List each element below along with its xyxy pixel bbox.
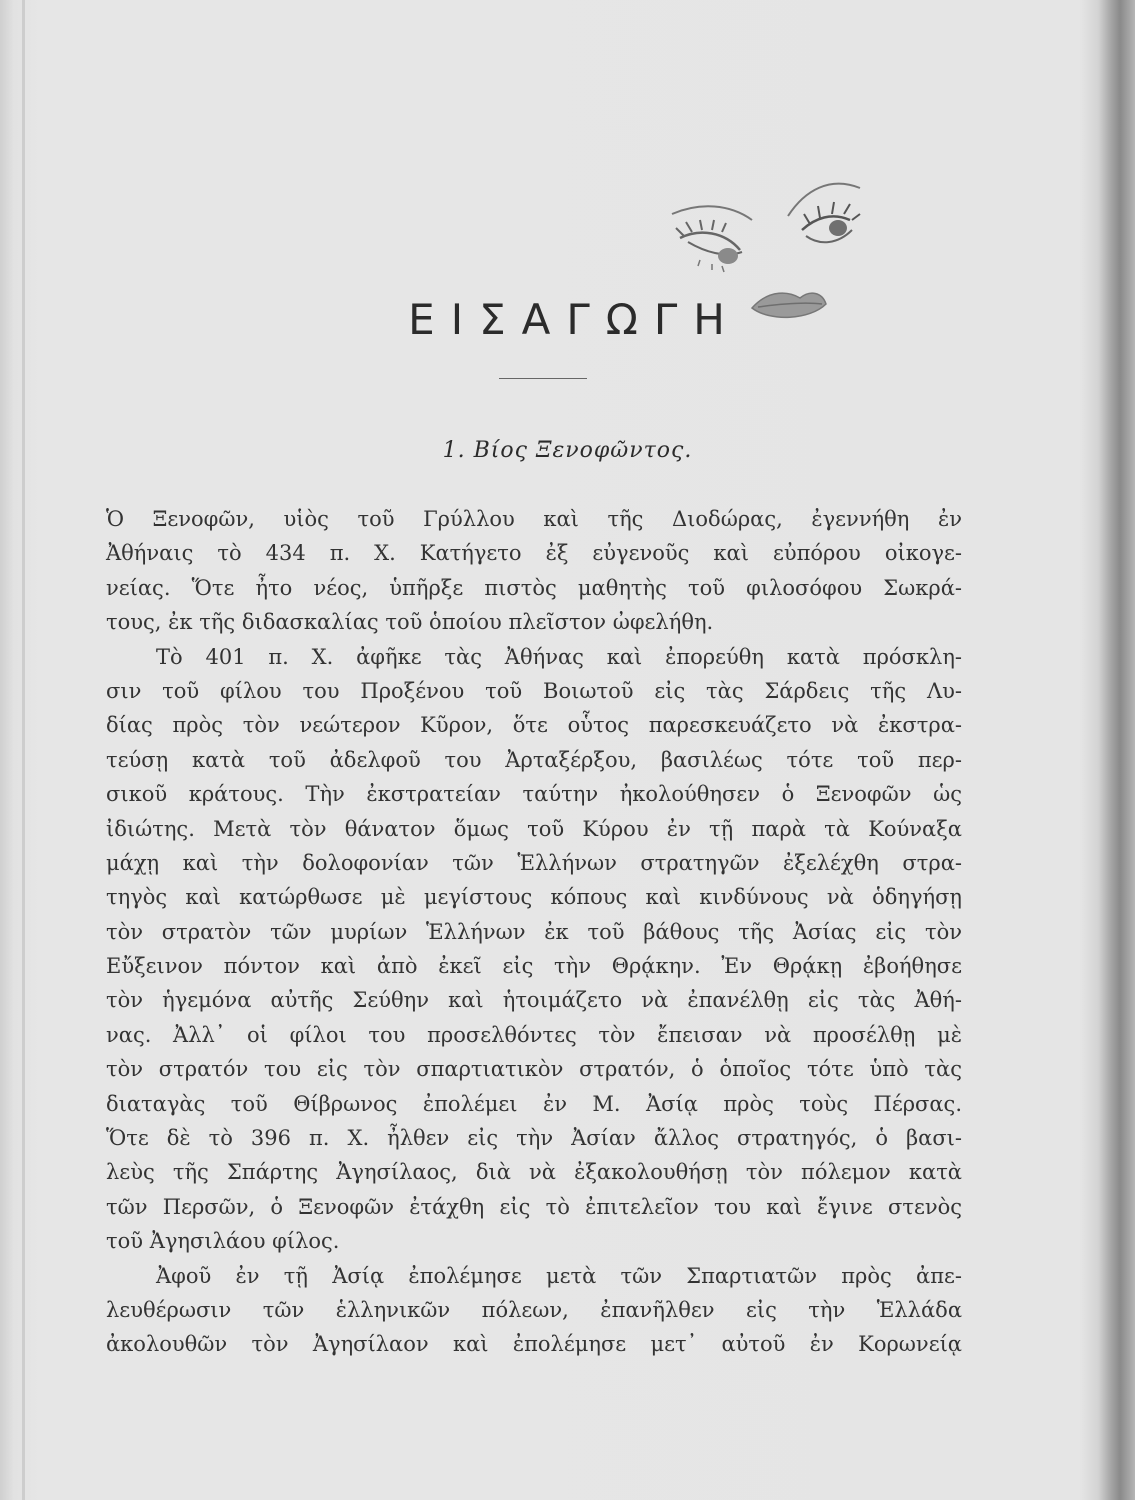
text-line: τὸν στρατόν του εἰς τὸν σπαρτιατικὸν στρατόν, ὁ ὁποῖος τότε ὑπὸ τὰς bbox=[106, 1057, 962, 1082]
text-line: διαταγὰς τοῦ Θίβρωνος ἐπολέμει ἐν Μ. Ἀσίᾳ πρὸς τοὺς Πέρσας. bbox=[106, 1091, 962, 1116]
text-line: τῶν Περσῶν, ὁ Ξενοφῶν ἐτάχθη εἰς τὸ ἐπιτελεῖον του καὶ ἔγινε στενὸς bbox=[106, 1194, 962, 1219]
chapter-title: ΕΙΣΑΓΩΓΗ bbox=[408, 295, 741, 344]
text-line: λευθέρωσιν τῶν ἑλληνικῶν πόλεων, ἐπανῆλθεν εἰς τὴν Ἑλλάδα bbox=[106, 1297, 962, 1322]
text-line: τοῦ Ἀγησιλάου φίλος. bbox=[106, 1229, 340, 1254]
text-line: τεύσῃ κατὰ τοῦ ἀδελφοῦ του Ἀρταξέρξου, βασιλέως τότε τοῦ περ- bbox=[106, 747, 962, 772]
text-line: Ὁ Ξενοφῶν, υἱὸς τοῦ Γρύλλου καὶ τῆς Διοδώρας, ἐγεννήθη ἐν bbox=[106, 507, 962, 531]
text-line: Τὸ 401 π. Χ. ἀφῆκε τὰς Ἀθήνας καὶ ἐπορεύθη κατὰ πρόσκλη- bbox=[156, 644, 962, 669]
text-line: μάχῃ καὶ τὴν δολοφονίαν τῶν Ἑλλήνων στρατηγῶν ἐξελέχθη στρα- bbox=[106, 850, 962, 875]
text-line: τὸν στρατὸν τῶν μυρίων Ἑλλήνων ἐκ τοῦ βάθους τῆς Ἀσίας εἰς τὸν bbox=[106, 919, 962, 944]
text-line: νείας. Ὅτε ἦτο νέος, ὑπῆρξε πιστὸς μαθητὴς τοῦ φιλοσόφου Σωκρά- bbox=[106, 575, 962, 600]
text-line: δίας πρὸς τὸν νεώτερον Κῦρον, ὅτε οὗτος παρεσκευάζετο νὰ ἐκστρα- bbox=[106, 713, 962, 738]
text-line: Ἀφοῦ ἐν τῇ Ἀσίᾳ ἐπολέμησε μετὰ τῶν Σπαρτιατῶν πρὸς ἀπε- bbox=[156, 1263, 962, 1288]
text-line: λεὺς τῆς Σπάρτης Ἀγησίλαος, διὰ νὰ ἐξακολουθήσῃ τὸν πόλεμον κατὰ bbox=[106, 1160, 962, 1185]
text-line: τὸν ἡγεμόνα αὐτῆς Σεύθην καὶ ἡτοιμάζετο νὰ ἐπανέλθῃ εἰς τὰς Ἀθή- bbox=[106, 988, 962, 1013]
body-text bbox=[106, 502, 962, 1362]
text-line: νας. Ἀλλ᾽ οἱ φίλοι του προσελθόντες τὸν ἔπεισαν νὰ προσέλθῃ μὲ bbox=[106, 1022, 962, 1047]
section-heading: 1. Βίος Ξενοφῶντος. bbox=[442, 438, 693, 463]
text-line: ἀκολουθῶν τὸν Ἀγησίλαον καὶ ἐπολέμησε μετ᾽ αὐτοῦ ἐν Κορωνείᾳ bbox=[106, 1332, 962, 1357]
text-line: τους, ἐκ τῆς διδασκαλίας τοῦ ὁποίου πλεῖστον ὠφελήθη. bbox=[106, 610, 714, 635]
text-line: Εὔξεινον πόντον καὶ ἀπὸ ἐκεῖ εἰς τὴν Θρᾴκην. Ἐν Θρᾴκῃ ἐβοήθησε bbox=[106, 954, 962, 979]
text-line: Ὅτε δὲ τὸ 396 π. Χ. ἦλθεν εἰς τὴν Ἀσίαν ἄλλος στρατηγός, ὁ βασι- bbox=[106, 1126, 962, 1151]
text-line: σικοῦ κράτους. Τὴν ἐκστρατείαν ταύτην ἠκολούθησεν ὁ Ξενοφῶν ὡς bbox=[106, 782, 962, 807]
text-line: σιν τοῦ φίλου του Προξένου τοῦ Βοιωτοῦ εἰς τὰς Σάρδεις τῆς Λυ- bbox=[106, 678, 962, 703]
page-gutter bbox=[22, 0, 25, 1500]
text-line: ἰδιώτης. Μετὰ τὸν θάνατον ὅμως τοῦ Κύρου ἐν τῇ παρὰ τὰ Κούναξα bbox=[106, 816, 962, 841]
title-rule bbox=[499, 378, 587, 379]
text-line: Ἀθήναις τὸ 434 π. Χ. Κατήγετο ἐξ εὐγενοῦς καὶ εὐπόρου οἰκογε- bbox=[106, 541, 962, 566]
text-line: τηγὸς καὶ κατώρθωσε μὲ μεγίστους κόπους καὶ κινδύνους νὰ ὁδηγήσῃ bbox=[106, 885, 962, 910]
